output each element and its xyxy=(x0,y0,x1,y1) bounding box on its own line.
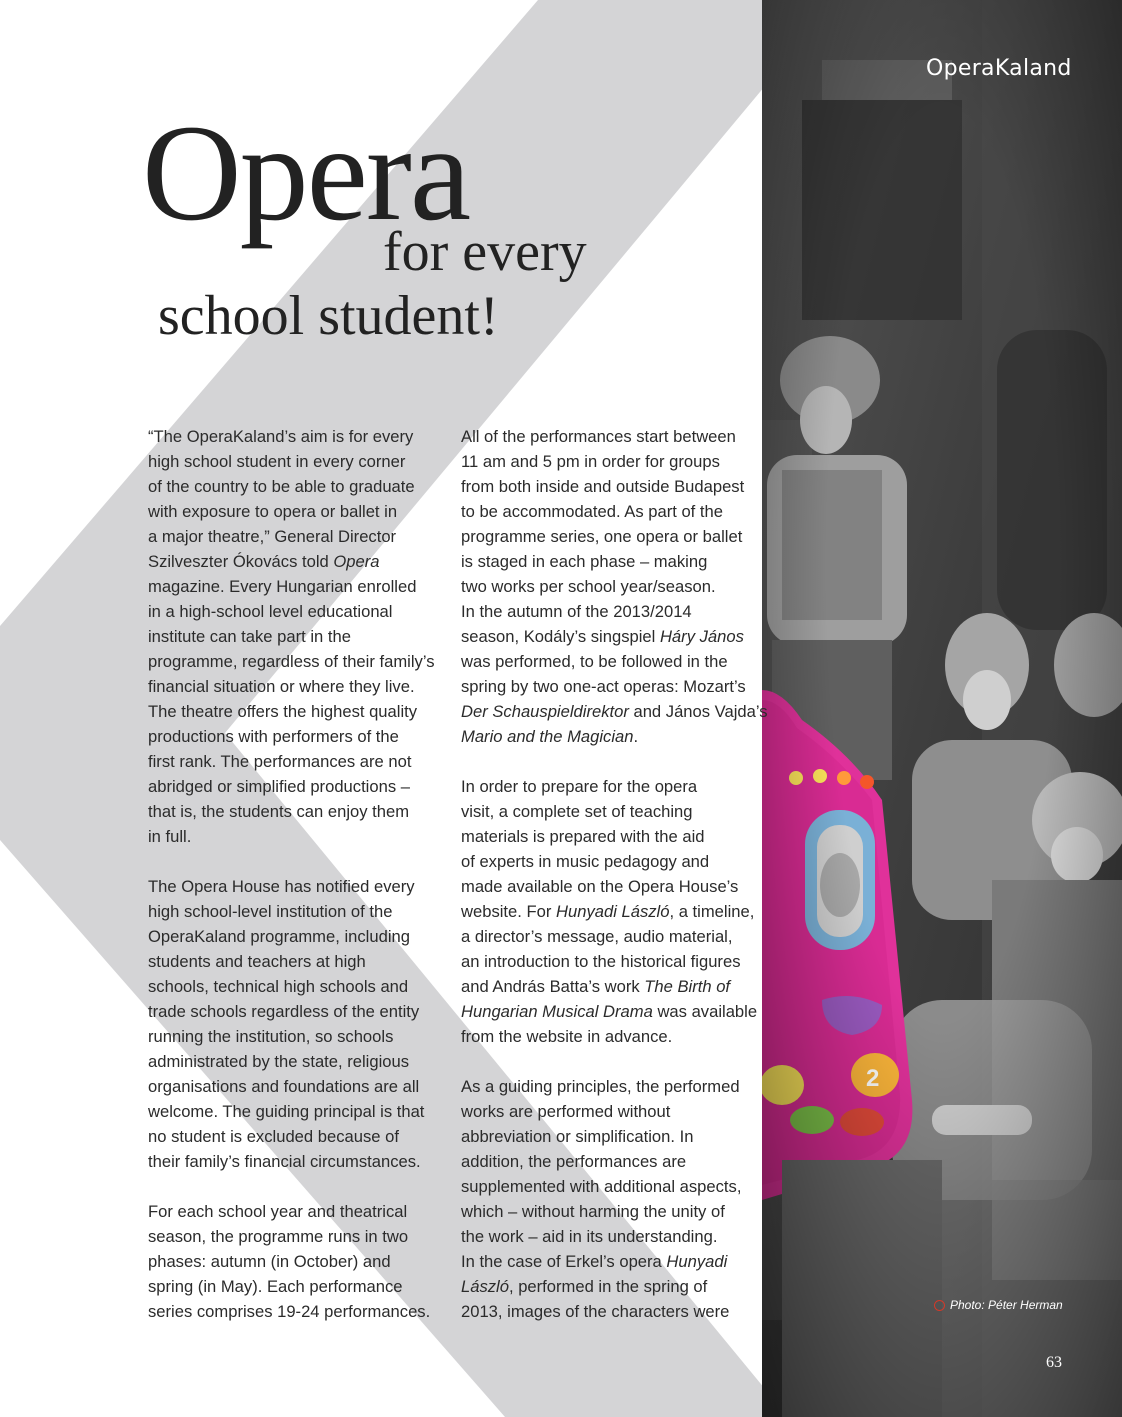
paragraph xyxy=(461,774,756,1049)
text-line: As a guiding principles, the performed xyxy=(461,1077,740,1096)
text-line xyxy=(148,549,438,574)
text-line: an introduction to the historical figures xyxy=(461,952,741,971)
article-column-2 xyxy=(461,424,768,1349)
text-line: For each school year and theatrical xyxy=(148,1202,408,1221)
text-fragment: Szilveszter Ókovács told xyxy=(148,552,334,571)
text-fragment: and János Vajda’s xyxy=(628,702,768,721)
text-line: financial situation or where they live. xyxy=(148,677,415,696)
text-line: from the website in advance. xyxy=(461,1027,673,1046)
text-line: students and teachers at high xyxy=(148,952,366,971)
text-line: works are performed without xyxy=(461,1102,671,1121)
text-line: supplemented with additional aspects, xyxy=(461,1177,742,1196)
text-line: spring by two one-act operas: Mozart’s xyxy=(461,677,746,696)
italic-work-title: Hunyadi László xyxy=(556,902,670,921)
text-line: was performed, to be followed in the xyxy=(461,652,728,671)
text-line xyxy=(461,724,756,749)
text-line: running the institution, so schools xyxy=(148,1027,394,1046)
paragraph xyxy=(461,424,768,749)
text-fragment: . xyxy=(633,727,639,746)
text-line: programme, regardless of their family’s xyxy=(148,652,435,671)
italic-work-title: László xyxy=(461,1277,509,1296)
text-line xyxy=(461,999,756,1024)
text-line: institute can take part in the xyxy=(148,627,351,646)
text-line xyxy=(461,624,756,649)
performance-photo xyxy=(762,0,1122,1417)
text-line: materials is prepared with the aid xyxy=(461,827,705,846)
text-line: first rank. The performances are not xyxy=(148,752,412,771)
text-fragment: and András Batta’s work xyxy=(461,977,645,996)
text-line: made available on the Opera House’s xyxy=(461,877,739,896)
text-fragment: , a timeline, xyxy=(669,902,755,921)
text-line: The Opera House has notified every xyxy=(148,877,415,896)
italic-magazine-name: Opera xyxy=(333,552,380,571)
text-line: visit, a complete set of teaching xyxy=(461,802,693,821)
text-line: welcome. The guiding principal is that xyxy=(148,1102,425,1121)
article-column-1 xyxy=(148,424,438,1349)
text-line: is staged in each phase – making xyxy=(461,552,708,571)
text-line xyxy=(461,1274,756,1299)
page-number: 63 xyxy=(1046,1354,1062,1371)
text-fragment: , performed in the spring of xyxy=(508,1277,708,1296)
section-label: OperaKaland xyxy=(926,56,1072,81)
text-line: spring (in May). Each performance xyxy=(148,1277,403,1296)
text-line: in a high-school level educational xyxy=(148,602,393,621)
text-line: In order to prepare for the opera xyxy=(461,777,698,796)
text-line: administrated by the state, religious xyxy=(148,1052,410,1071)
italic-work-title: The Birth of xyxy=(644,977,731,996)
title-for-every: for every xyxy=(383,221,587,283)
text-line: which – without harming the unity of xyxy=(461,1202,725,1221)
text-fragment: was available xyxy=(657,1002,758,1021)
text-line: programme series, one opera or ballet xyxy=(461,527,743,546)
text-line: “The OperaKaland’s aim is for every xyxy=(148,427,414,446)
text-line: high school-level institution of the xyxy=(148,902,393,921)
text-line: high school student in every corner xyxy=(148,452,406,471)
paragraph xyxy=(461,1074,756,1324)
text-line: that is, the students can enjoy them xyxy=(148,802,410,821)
text-line: to be accommodated. As part of the xyxy=(461,502,723,521)
italic-work-title: Háry János xyxy=(659,627,744,646)
text-line xyxy=(461,899,756,924)
text-line: season, the programme runs in two xyxy=(148,1227,409,1246)
text-line: from both inside and outside Budapest xyxy=(461,477,745,496)
text-fragment: season, Kodály’s singspiel xyxy=(461,627,660,646)
text-line: of the country to be able to graduate xyxy=(148,477,415,496)
text-line: In the autumn of the 2013/2014 xyxy=(461,602,692,621)
paragraph xyxy=(148,1199,438,1324)
text-line: organisations and foundations are all xyxy=(148,1077,420,1096)
text-line: no student is excluded because of xyxy=(148,1127,399,1146)
text-line xyxy=(461,1249,756,1274)
text-line: abbreviation or simplification. In xyxy=(461,1127,694,1146)
paragraph xyxy=(148,874,438,1174)
text-line: their family’s financial circumstances. xyxy=(148,1152,421,1171)
text-line: All of the performances start between xyxy=(461,427,736,446)
text-line: a major theatre,” General Director xyxy=(148,527,397,546)
text-line: with exposure to opera or ballet in xyxy=(148,502,398,521)
text-line: schools, technical high schools and xyxy=(148,977,409,996)
text-line: magazine. Every Hungarian enrolled xyxy=(148,577,417,596)
text-line: two works per school year/season. xyxy=(461,577,716,596)
italic-work-title: Der Schauspieldirektor xyxy=(461,702,629,721)
text-line: 11 am and 5 pm in order for groups xyxy=(461,452,720,471)
text-line: productions with performers of the xyxy=(148,727,399,746)
text-line: phases: autumn (in October) and xyxy=(148,1252,391,1271)
text-line: addition, the performances are xyxy=(461,1152,687,1171)
text-line: in full. xyxy=(148,827,192,846)
text-line: the work – aid in its understanding. xyxy=(461,1227,718,1246)
photo-credit-text: Photo: Péter Herman xyxy=(950,1298,1063,1312)
photo-credit xyxy=(934,1298,1063,1312)
italic-work-title: Hungarian Musical Drama xyxy=(461,1002,653,1021)
text-line: of experts in music pedagogy and xyxy=(461,852,710,871)
text-line: 2013, images of the characters were xyxy=(461,1302,730,1321)
title-school-student: school student! xyxy=(158,285,499,347)
text-line: abridged or simplified productions – xyxy=(148,777,410,796)
text-fragment: In the case of Erkel’s opera xyxy=(461,1252,667,1271)
title-opera: Opera xyxy=(142,96,470,249)
circle-icon xyxy=(934,1300,945,1311)
italic-work-title: Hunyadi xyxy=(666,1252,728,1271)
italic-work-title: Mario and the Magician xyxy=(461,727,634,746)
text-line: The theatre offers the highest quality xyxy=(148,702,418,721)
text-line: a director’s message, audio material, xyxy=(461,927,733,946)
text-line: trade schools regardless of the entity xyxy=(148,1002,420,1021)
text-line xyxy=(461,974,756,999)
text-line: series comprises 19-24 performances. xyxy=(148,1302,431,1321)
paragraph xyxy=(148,424,438,849)
text-line xyxy=(461,699,768,724)
text-fragment: website. For xyxy=(461,902,556,921)
text-line: OperaKaland programme, including xyxy=(148,927,410,946)
